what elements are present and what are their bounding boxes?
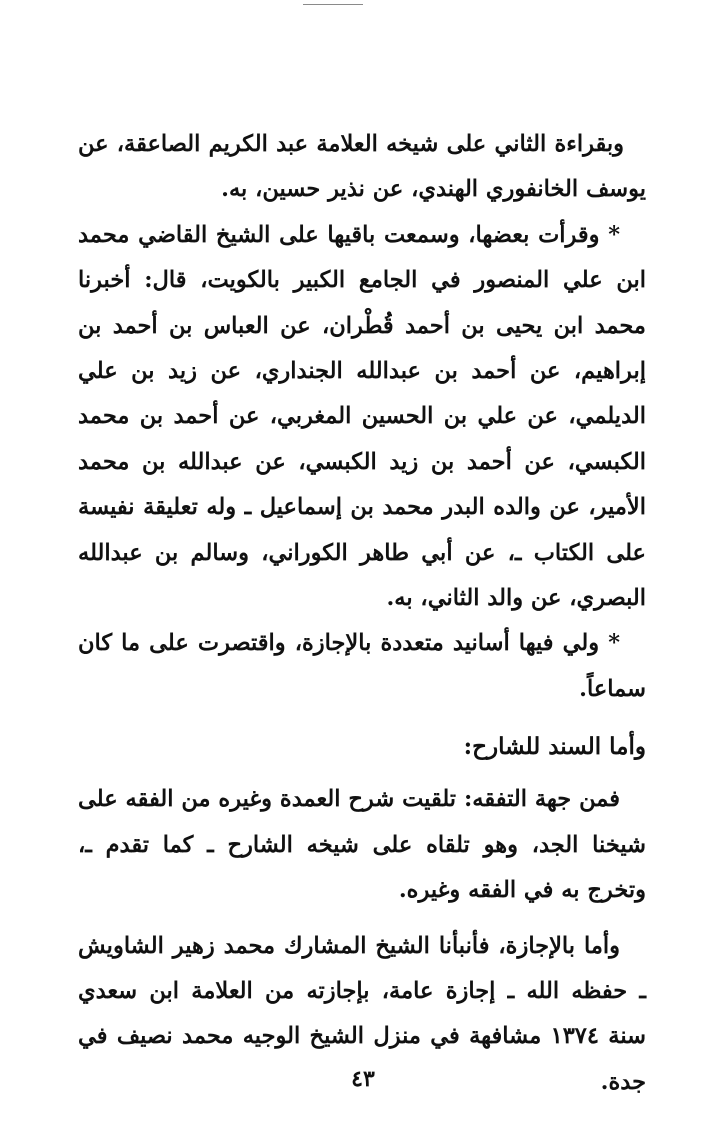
page-body	[78, 122, 646, 1105]
paragraph-chain-kuwait: * وقرأت بعضها، وسمعت باقيها على الشيخ القاضي محمد ابن علي المنصور في الجامع الكبير بالكويت، قال: أخبرنا محمد ابن يحيى بن أحمد قُطْران، عن العباس بن أحمد بن إبراهيم، عن أحمد بن عبدالله الجنداري، عن زيد بن علي الديلمي، عن علي بن الحسين المغربي، عن أحمد بن محمد الكبسي، عن أحمد بن زيد الكبسي، عن عبدالله بن محمد الأمير، عن والده البدر محمد بن إسماعيل ـ وله تعليقة نفيسة على الكتاب ـ، عن أبي طاهر الكوراني، وسالم بن عبدالله البصري، عن والد الثاني، به.	[78, 221, 646, 612]
paragraph-ijazah-note: * ولي فيها أسانيد متعددة بالإجازة، واقتصرت على ما كان سماعاً.	[78, 630, 646, 702]
paragraph-general-ijazah: وأما بالإجازة، فأنبأنا الشيخ المشارك محمد زهير الشاويش ـ حفظه الله ـ إجازة عامة، بإجازته من العلامة ابن سعدي سنة ١٣٧٤ مشافهة في منزل الشيخ الوجيه محمد نصيف في جدة.	[78, 932, 646, 1095]
top-decorative-rule	[303, 4, 363, 5]
paragraph-fiqh-learning: فمن جهة التفقه: تلقيت شرح العمدة وغيره من الفقه على شيخنا الجد، وهو تلقاه على شيخه الشارح ـ كما تقدم ـ، وتخرج به في الفقه وغيره.	[78, 786, 646, 904]
paragraph-chain-second-reading: وبقراءة الثاني على شيخه العلامة عبد الكريم الصاعقة، عن يوسف الخانفوري الهندي، عن نذير حسين، به.	[78, 131, 646, 203]
page-number: ٤٣	[351, 1066, 375, 1092]
section-heading-commentator-chain: وأما السند للشارح:	[463, 733, 646, 761]
